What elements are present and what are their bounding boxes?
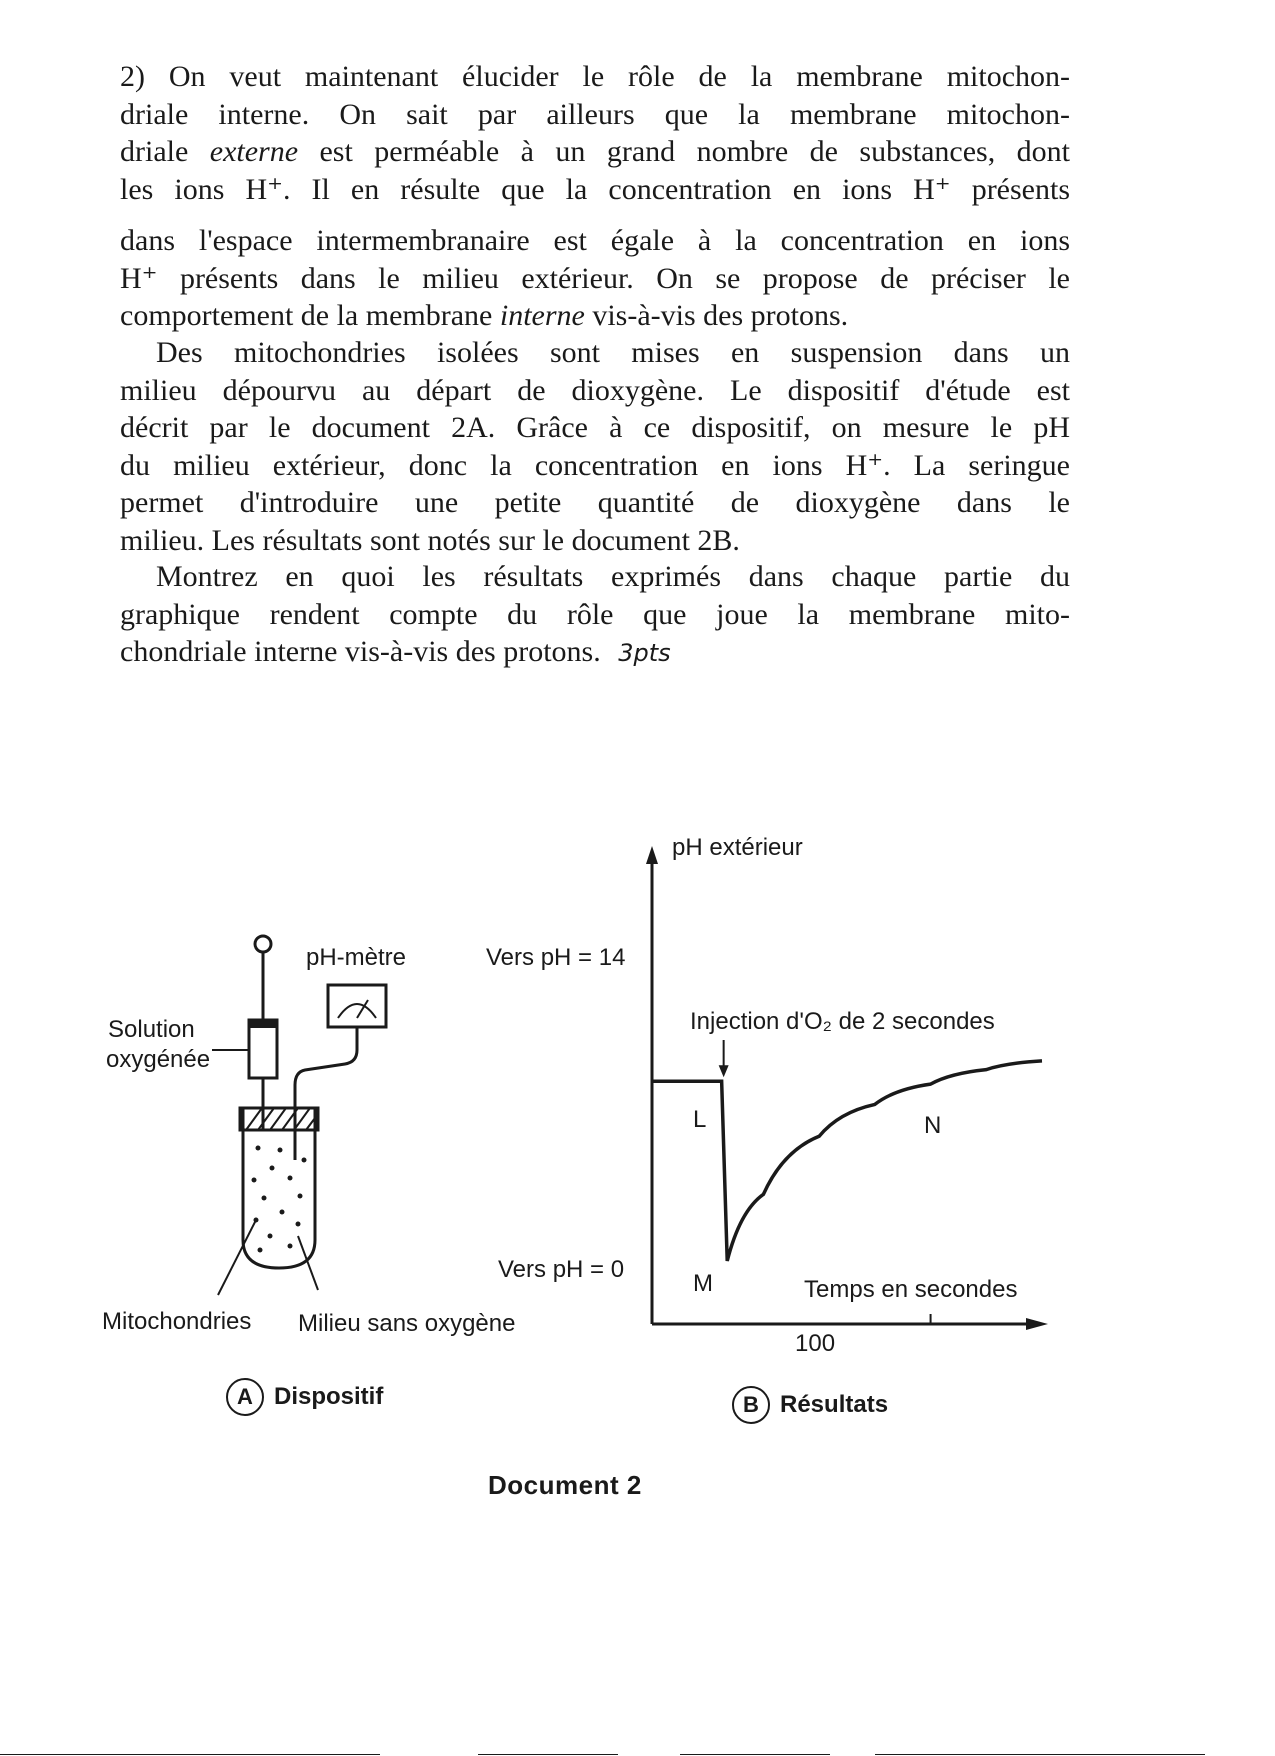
ph-metre-label: pH-mètre <box>306 944 407 971</box>
y-axis-label: pH extérieur <box>672 834 803 861</box>
x-axis-label: Temps en secondes <box>804 1276 1018 1303</box>
p1-line-4: les ions H⁺. Il en résulte que la concentration en ions H⁺ présents <box>120 172 1070 206</box>
p1-line-3: driale externe est perméable à un grand nombre de substances, dont <box>120 135 1071 168</box>
p2-line-3: comportement de la membrane interne vis-à-vis des protons. <box>120 299 849 332</box>
p3-line-4: du milieu extérieur, donc la concentration en ions H⁺. La seringue <box>120 448 1070 482</box>
p2-line-2: H⁺ présents dans le milieu extérieur. On se propose de préciser le <box>120 261 1070 295</box>
injection-annotation: Injection d'O₂ de 2 secondes <box>690 1008 995 1035</box>
p3-line-1: Des mitochondries isolées sont mises en suspension dans un <box>156 336 1070 369</box>
solution-label-line-2: oxygénée <box>106 1046 211 1073</box>
mitochondries-label: Mitochondries <box>102 1308 252 1335</box>
solution-label-line-1: Solution <box>108 1016 195 1043</box>
caption-resultats: Résultats <box>780 1391 889 1418</box>
milieu-label: Milieu sans oxygène <box>298 1310 516 1337</box>
figure-b-caption <box>732 1386 888 1424</box>
footer-rule-2 <box>478 1754 618 1755</box>
p3-line-5: permet d'introduire une petite quantité de dioxygène dans le <box>120 486 1070 519</box>
footer-rule-1 <box>0 1754 380 1755</box>
p4-line-3: chondriale interne vis-à-vis des protons. 3pts <box>120 635 671 668</box>
y-top-label: Vers pH = 14 <box>486 944 626 971</box>
p2-line-1: dans l'espace intermembranaire est égale à la concentration en ions <box>120 224 1070 257</box>
point-label-m: M <box>693 1270 713 1297</box>
emphasis-interne: interne <box>499 299 585 332</box>
point-label-l: L <box>693 1106 707 1133</box>
p3-line-6: milieu. Les résultats sont notés sur le document 2B. <box>120 523 740 557</box>
handwritten-points-note: 3pts <box>618 639 671 667</box>
chart-axes <box>646 846 1048 1330</box>
p3-line-3: décrit par le document 2A. Grâce à ce dispositif, on mesure le pH <box>120 411 1070 444</box>
ph-curve <box>652 1061 1042 1261</box>
emphasis-externe: externe <box>209 135 299 168</box>
badge-b: B <box>732 1386 770 1424</box>
footer-rule-3 <box>680 1754 830 1755</box>
p1-line-1: 2) On veut maintenant élucider le rôle de la membrane mitochon- <box>120 60 1071 93</box>
p4-line-1: Montrez en quoi les résultats exprimés dans chaque partie du <box>156 560 1070 593</box>
footer-rule-4 <box>875 1754 1205 1755</box>
x-tick-label-100: 100 <box>795 1330 836 1357</box>
injection-arrow-head <box>719 1065 729 1077</box>
x-axis-arrow <box>1026 1318 1048 1330</box>
p4-line-2: graphique rendent compte du rôle que joue la membrane mito- <box>120 597 1070 631</box>
caption-dispositif: Dispositif <box>274 1383 384 1410</box>
document-title: Document 2 <box>488 1470 642 1500</box>
point-label-n: N <box>924 1112 942 1139</box>
p1-line-2: driale interne. On sait par ailleurs que la membrane mitochon- <box>120 97 1070 131</box>
y-axis-arrow <box>646 846 658 864</box>
y-bottom-label: Vers pH = 0 <box>498 1256 625 1283</box>
chart-marks <box>652 1040 1042 1261</box>
p3-line-2: milieu dépourvu au départ de dioxygène. Le dispositif d'étude est <box>120 373 1070 407</box>
badge-a: A <box>226 1378 264 1416</box>
question-number: 2) <box>120 60 145 93</box>
